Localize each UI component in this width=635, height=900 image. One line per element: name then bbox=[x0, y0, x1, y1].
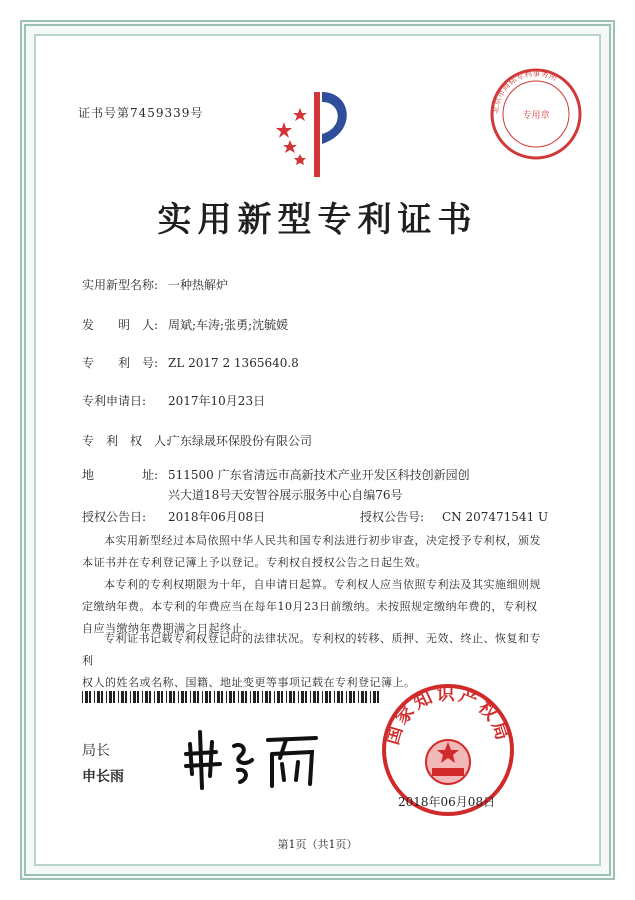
notice-line: 自应当缴纳年费期满之日起终止。 bbox=[82, 622, 255, 635]
stamp-ring-text: 北京市商标专利事务所 bbox=[490, 68, 559, 115]
stamp-center-text: 专用章 bbox=[522, 111, 550, 121]
barcode-bar bbox=[178, 691, 179, 703]
barcode-bar bbox=[89, 691, 91, 703]
barcode-bar bbox=[125, 691, 127, 703]
barcode-bar bbox=[106, 691, 107, 703]
grant-announce-number bbox=[360, 508, 548, 525]
notice-paragraph-1 bbox=[82, 530, 552, 574]
field-value: ZL 2017 2 1365640.8 bbox=[168, 356, 299, 370]
svg-text:北京市商标专利事务所 bbox=[490, 68, 559, 114]
field-label: 实用新型名称: bbox=[82, 278, 159, 292]
barcode-bar bbox=[181, 691, 184, 703]
grant-number-label: 授权公告号: bbox=[360, 510, 425, 524]
barcode-bar bbox=[334, 691, 335, 703]
barcode-bar bbox=[253, 691, 256, 703]
patent-office-logo-icon bbox=[270, 82, 360, 182]
field-patent-number bbox=[82, 354, 299, 371]
barcode-bar bbox=[85, 691, 88, 703]
barcode-bar bbox=[238, 691, 239, 703]
field-address bbox=[82, 466, 470, 483]
director-title: 局长 bbox=[82, 743, 110, 759]
field-label: 专利申请日: bbox=[82, 394, 147, 408]
barcode-bar bbox=[241, 691, 244, 703]
barcode-bar bbox=[277, 691, 280, 703]
field-label: 地 址: bbox=[82, 468, 159, 482]
barcode-bar bbox=[118, 691, 119, 703]
notice-line: 本实用新型经过本局依照中华人民共和国专利法进行初步审查，决定授予专利权，颁发 bbox=[104, 534, 541, 547]
barcode-bar bbox=[269, 691, 271, 703]
seal-date: 2018年06月08日 bbox=[398, 795, 496, 809]
barcode-bar bbox=[133, 691, 136, 703]
barcode-bar bbox=[265, 691, 268, 703]
barcode-bar bbox=[109, 691, 112, 703]
barcode-bar bbox=[341, 691, 343, 703]
barcode-bar bbox=[193, 691, 196, 703]
barcode-bar bbox=[185, 691, 187, 703]
barcode-bar bbox=[173, 691, 175, 703]
barcode-bar bbox=[274, 691, 275, 703]
barcode-bar bbox=[226, 691, 227, 703]
grant-announce-date bbox=[82, 508, 265, 525]
barcode-bar bbox=[233, 691, 235, 703]
barcode-bar bbox=[245, 691, 247, 703]
barcode-bar bbox=[94, 691, 95, 703]
grant-number-value: CN 207471541 U bbox=[442, 510, 549, 524]
barcode-bar bbox=[221, 691, 223, 703]
notice-line: 本专利的专利权期限为十年，自申请日起算。专利权人应当依照专利法及其实施细则规 bbox=[104, 578, 541, 591]
field-patentee bbox=[82, 432, 312, 449]
barcode-bar bbox=[281, 691, 283, 703]
barcode-bar bbox=[169, 691, 172, 703]
svg-text:国家知识产权局 bbox=[382, 683, 514, 747]
seal-text: 国家知识产权局 bbox=[381, 683, 514, 748]
barcode-bar bbox=[337, 691, 340, 703]
barcode-bar bbox=[202, 691, 203, 703]
barcode-bar bbox=[209, 691, 211, 703]
barcode-bar bbox=[142, 691, 143, 703]
field-label: 专 利 号: bbox=[82, 356, 159, 370]
field-application-date bbox=[82, 392, 265, 409]
barcode-bar bbox=[145, 691, 148, 703]
certificate-title: 实用新型专利证书 bbox=[157, 200, 478, 240]
barcode-bar bbox=[313, 691, 316, 703]
barcode-bar bbox=[190, 691, 191, 703]
barcode-bar bbox=[214, 691, 215, 703]
page-number: 第1页（共1页） bbox=[277, 838, 358, 851]
barcode-bar bbox=[137, 691, 139, 703]
barcode-bar bbox=[82, 691, 83, 703]
agency-stamp-icon bbox=[488, 66, 584, 162]
barcode-bar bbox=[121, 691, 124, 703]
barcode-bar bbox=[113, 691, 115, 703]
barcode-icon bbox=[82, 691, 382, 703]
notice-line: 本证书并在专利登记簿上予以登记。专利权自授权公告之日起生效。 bbox=[82, 556, 427, 569]
barcode-bar bbox=[325, 691, 328, 703]
notice-line: 定缴纳年费。本专利的年费应当在每年10月23日前缴纳。未按照规定缴纳年费的，专利权 bbox=[82, 600, 538, 613]
barcode-bar bbox=[197, 691, 199, 703]
director-name: 申长雨 bbox=[82, 769, 124, 785]
barcode-bar bbox=[262, 691, 263, 703]
barcode-bar bbox=[329, 691, 331, 703]
barcode-bar bbox=[373, 691, 376, 703]
barcode-bar bbox=[365, 691, 367, 703]
barcode-bar bbox=[310, 691, 311, 703]
notice-line: 专利证书记载专利权登记时的法律状况。专利权的转移、质押、无效、终止、恢复和专利 bbox=[82, 632, 541, 667]
grant-announce-label: 授权公告日: bbox=[82, 510, 147, 524]
barcode-bar bbox=[370, 691, 371, 703]
field-address-line2 bbox=[82, 486, 403, 503]
barcode-bar bbox=[149, 691, 151, 703]
certificate-number: 证书号第7459339号 bbox=[78, 106, 204, 120]
field-label: 专 利 权 人: bbox=[82, 434, 171, 448]
barcode-bar bbox=[250, 691, 251, 703]
field-value: 兴大道18号天安智谷展示服务中心自编76号 bbox=[168, 488, 403, 502]
barcode-bar bbox=[166, 691, 167, 703]
barcode-bar bbox=[130, 691, 131, 703]
director-signature-icon bbox=[176, 724, 326, 794]
field-inventors bbox=[82, 316, 288, 333]
field-value: 广东绿晟环保股份有限公司 bbox=[168, 434, 313, 448]
barcode-bar bbox=[301, 691, 304, 703]
barcode-bar bbox=[101, 691, 103, 703]
barcode-bar bbox=[317, 691, 319, 703]
field-value: 周斌;车涛;张勇;沈毓媛 bbox=[168, 318, 289, 332]
barcode-bar bbox=[154, 691, 155, 703]
barcode-bar bbox=[161, 691, 163, 703]
barcode-bar bbox=[298, 691, 299, 703]
barcode-bar bbox=[349, 691, 352, 703]
barcode-bar bbox=[322, 691, 323, 703]
field-value: 一种热解炉 bbox=[168, 278, 229, 292]
barcode-bar bbox=[286, 691, 287, 703]
barcode-bar bbox=[97, 691, 100, 703]
field-value: 2017年10月23日 bbox=[168, 394, 266, 408]
barcode-bar bbox=[353, 691, 355, 703]
barcode-bar bbox=[217, 691, 220, 703]
barcode-bar bbox=[361, 691, 364, 703]
barcode-bar bbox=[358, 691, 359, 703]
barcode-bar bbox=[257, 691, 259, 703]
notice-line: 权人的姓名或名称、国籍、地址变更等事项记载在专利登记簿上。 bbox=[82, 676, 416, 689]
field-value: 511500 广东省清远市高新技术产业开发区科技创新园创 bbox=[168, 468, 470, 482]
barcode-bar bbox=[157, 691, 160, 703]
barcode-bar bbox=[346, 691, 347, 703]
barcode-bar bbox=[229, 691, 232, 703]
field-name bbox=[82, 276, 228, 293]
barcode-bar bbox=[289, 691, 292, 703]
barcode-bar bbox=[205, 691, 208, 703]
barcode-bar bbox=[305, 691, 307, 703]
field-label: 发 明 人: bbox=[82, 318, 159, 332]
grant-announce-value: 2018年06月08日 bbox=[168, 510, 266, 524]
barcode-bar bbox=[293, 691, 295, 703]
